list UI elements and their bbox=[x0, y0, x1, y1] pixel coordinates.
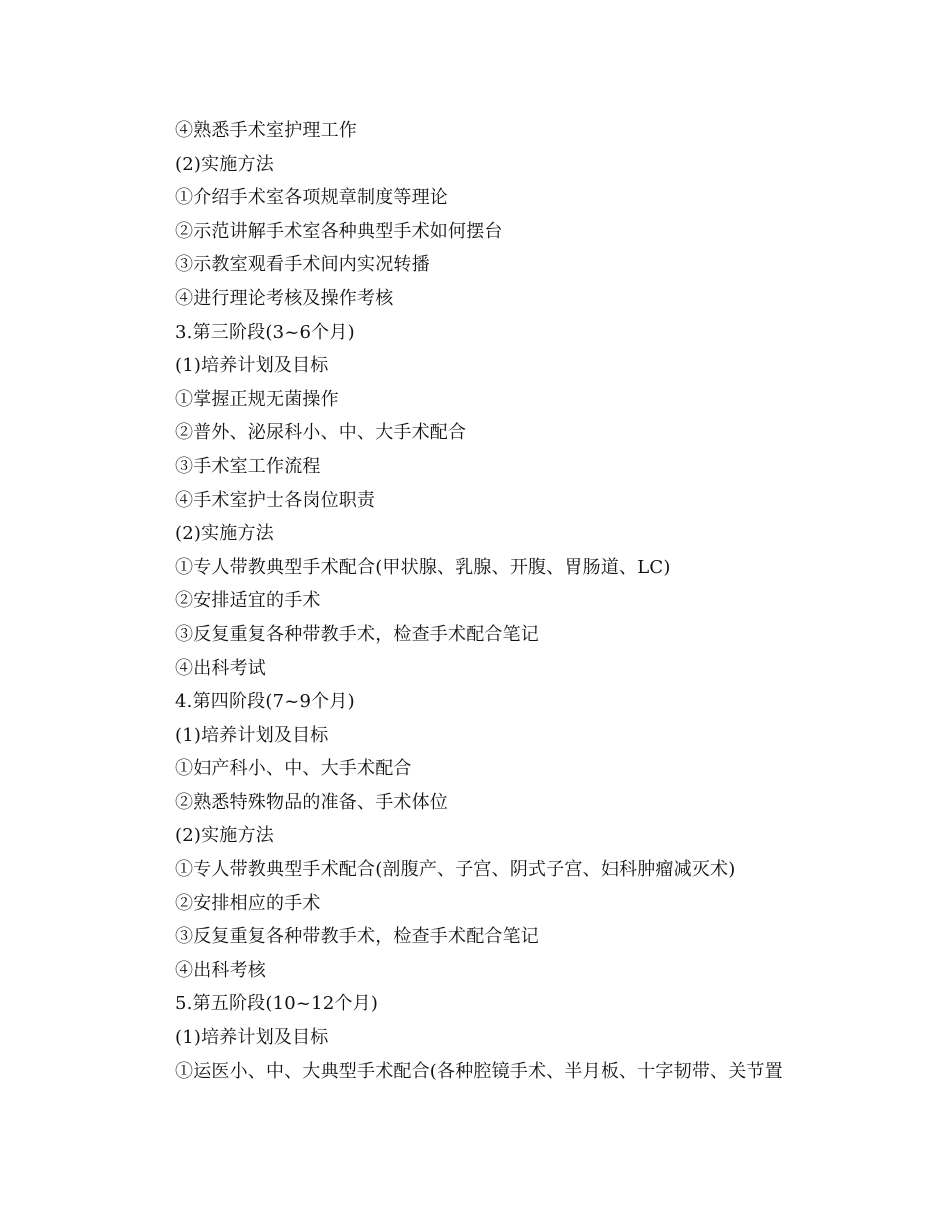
text-line: ②安排相应的手术 bbox=[175, 892, 321, 914]
section-heading: (2)实施方法 bbox=[175, 825, 274, 847]
text-line: ①专人带教典型手术配合(剖腹产、子宫、阴式子宫、妇科肿瘤减灭术) bbox=[175, 859, 736, 881]
text-line: ④出科考试 bbox=[175, 657, 266, 679]
text-line: ④进行理论考核及操作考核 bbox=[175, 287, 394, 309]
text-line: ④手术室护士各岗位职责 bbox=[175, 489, 376, 511]
section-heading: (2)实施方法 bbox=[175, 153, 274, 175]
text-line: ①专人带教典型手术配合(甲状腺、乳腺、开腹、胃肠道、LC) bbox=[175, 556, 671, 578]
text-line: ④熟悉手术室护理工作 bbox=[175, 120, 357, 141]
text-line: ③反复重复各种带教手术，检查手术配合笔记 bbox=[175, 623, 539, 645]
text-line: ①运医小、中、大典型手术配合(各种腔镜手术、半月板、十字韧带、关节置 bbox=[175, 1060, 783, 1082]
text-line: ②普外、泌尿科小、中、大手术配合 bbox=[175, 422, 467, 444]
text-line: ①介绍手术室各项规章制度等理论 bbox=[175, 187, 448, 209]
document-body bbox=[175, 114, 875, 1088]
text-line: ②熟悉特殊物品的准备、手术体位 bbox=[175, 791, 448, 813]
stage-heading: 5.第五阶段(10~12个月) bbox=[175, 993, 379, 1015]
section-heading: (2)实施方法 bbox=[175, 523, 274, 545]
text-line: ②安排适宜的手术 bbox=[175, 590, 321, 612]
section-heading: (1)培养计划及目标 bbox=[175, 724, 329, 746]
text-line: ③手术室工作流程 bbox=[175, 455, 321, 477]
stage-heading: 4.第四阶段(7~9个月) bbox=[175, 691, 355, 713]
section-heading: (1)培养计划及目标 bbox=[175, 355, 329, 377]
text-line: ①妇产科小、中、大手术配合 bbox=[175, 758, 412, 780]
text-line: ③反复重复各种带教手术，检查手术配合笔记 bbox=[175, 926, 539, 948]
text-line: ①掌握正规无菌操作 bbox=[175, 388, 339, 410]
section-heading: (1)培养计划及目标 bbox=[175, 1027, 329, 1049]
text-line: ③示教室观看手术间内实况转播 bbox=[175, 254, 430, 276]
stage-heading: 3.第三阶段(3~6个月) bbox=[175, 321, 355, 343]
text-line: ②示范讲解手术室各种典型手术如何摆台 bbox=[175, 220, 503, 242]
text-line: ④出科考核 bbox=[175, 959, 266, 981]
